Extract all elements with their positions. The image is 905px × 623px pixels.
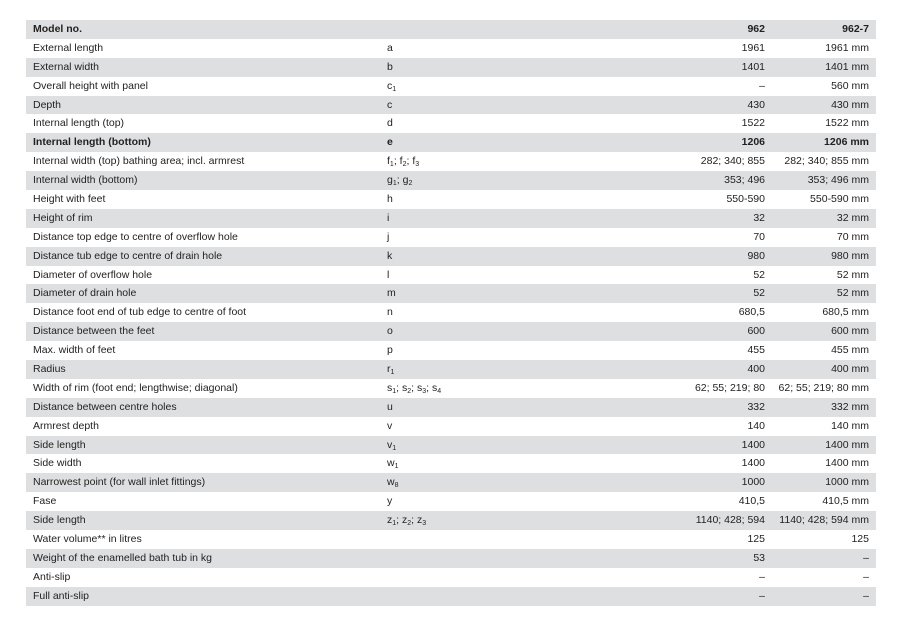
row-value-962: 600 — [747, 325, 765, 338]
row-label: Distance foot end of tub edge to centre of foot — [33, 306, 247, 319]
row-label: Radius — [33, 363, 66, 376]
row-label: Max. width of feet — [33, 344, 116, 357]
row-symbol: y — [387, 495, 393, 508]
row-symbol: l — [387, 268, 390, 281]
row-value-962: 1961 — [741, 41, 765, 54]
table-row — [26, 284, 876, 303]
row-value-962: 410,5 — [738, 495, 765, 508]
row-value-962-7: 410,5 mm — [822, 495, 869, 508]
table-row — [26, 77, 876, 96]
row-value-962-7: 1400 mm — [825, 457, 869, 470]
row-value-962-7: 1961 mm — [825, 41, 869, 54]
row-value-962: – — [759, 589, 765, 602]
row-label: Distance between the feet — [33, 325, 155, 338]
row-label: Internal width (bottom) — [33, 174, 138, 187]
table-row — [26, 96, 876, 115]
row-symbol: n — [387, 306, 393, 319]
row-value-962: 1206 — [741, 136, 765, 149]
row-value-962: 32 — [753, 211, 765, 224]
table-row — [26, 266, 876, 285]
row-symbol: k — [387, 249, 393, 262]
row-symbol: a — [387, 41, 393, 54]
row-value-962-7: – — [863, 589, 869, 602]
table-row — [26, 398, 876, 417]
row-label: Weight of the enamelled bath tub in kg — [33, 551, 213, 564]
row-symbol: $c_1$ — [387, 79, 397, 93]
spec-table — [26, 20, 876, 606]
table-row — [26, 209, 876, 228]
row-value-962-7: 1206 mm — [824, 136, 869, 149]
row-value-962: 53 — [753, 551, 765, 564]
row-label: External width — [33, 60, 99, 73]
table-row — [26, 322, 876, 341]
row-value-962-7: – — [863, 551, 869, 564]
row-symbol: b — [387, 60, 393, 73]
row-symbol — [387, 587, 587, 606]
row-symbol: m — [387, 287, 396, 300]
row-value-962: – — [759, 570, 765, 583]
table-row — [26, 492, 876, 511]
row-label: Distance top edge to centre of overflow hole — [33, 230, 238, 243]
row-value-962-7: 282; 340; 855 mm — [784, 155, 869, 168]
row-value-962: 1400 — [741, 457, 765, 470]
row-label: Internal width (top) bathing area; incl. armrest — [33, 155, 245, 168]
row-symbol: $f_1$; $f_2$; $f_3$ — [387, 155, 420, 169]
row-symbol — [387, 530, 587, 549]
row-symbol: p — [387, 344, 393, 357]
row-value-962-7: 1000 mm — [825, 476, 869, 489]
row-label: Height with feet — [33, 193, 106, 206]
row-symbol — [387, 549, 587, 568]
row-value-962-7: 52 mm — [836, 287, 869, 300]
row-value-962-7: 353; 496 mm — [807, 174, 869, 187]
table-row — [26, 568, 876, 587]
row-value-962-7: 980 mm — [831, 249, 869, 262]
row-symbol: d — [387, 117, 393, 130]
row-value-962-7: 125 — [851, 533, 869, 546]
table-row — [26, 303, 876, 322]
row-symbol — [387, 20, 587, 39]
row-symbol: o — [387, 325, 393, 338]
table-row — [26, 190, 876, 209]
table-row — [26, 379, 876, 398]
row-value-962: 353; 496 — [724, 174, 765, 187]
row-value-962: 1401 — [741, 60, 765, 73]
table-row — [26, 360, 876, 379]
row-value-962: 140 — [747, 419, 765, 432]
row-symbol: i — [387, 211, 390, 224]
table-row — [26, 530, 876, 549]
row-symbol: $w_8$ — [387, 476, 399, 490]
row-value-962: 1140; 428; 594 — [695, 514, 765, 527]
row-value-962-7: 70 mm — [836, 230, 869, 243]
row-label: Width of rim (foot end; lengthwise; diagonal) — [33, 381, 238, 394]
table-row — [26, 587, 876, 606]
row-label: External length — [33, 41, 104, 54]
table-row — [26, 511, 876, 530]
row-label: Diameter of drain hole — [33, 287, 137, 300]
row-value-962: – — [759, 79, 765, 92]
row-label: Height of rim — [33, 211, 93, 224]
row-value-962-7: 962-7 — [842, 23, 869, 35]
row-value-962: 962 — [747, 23, 765, 35]
table-row — [26, 152, 876, 171]
row-value-962-7: 560 mm — [831, 79, 869, 92]
table-row — [26, 171, 876, 190]
row-label: Fase — [33, 495, 57, 508]
row-value-962-7: – — [863, 570, 869, 583]
row-value-962-7: 600 mm — [831, 325, 869, 338]
row-value-962: 282; 340; 855 — [700, 155, 765, 168]
table-row — [26, 228, 876, 247]
table-header-row — [26, 20, 876, 39]
table-row — [26, 341, 876, 360]
row-label: Distance tub edge to centre of drain hole — [33, 249, 223, 262]
row-value-962-7: 1401 mm — [825, 60, 869, 73]
row-symbol: $g_1$; $g_2$ — [387, 174, 413, 188]
row-symbol: $z_1$; $z_2$; $z_3$ — [387, 514, 427, 528]
table-row — [26, 454, 876, 473]
row-label: Internal length (bottom) — [33, 136, 151, 149]
row-value-962-7: 332 mm — [831, 400, 869, 413]
table-row — [26, 39, 876, 58]
row-value-962-7: 430 mm — [831, 98, 869, 111]
row-label: Overall height with panel — [33, 79, 148, 92]
table-row — [26, 549, 876, 568]
row-symbol: $r_1$ — [387, 363, 395, 377]
row-label: Side length — [33, 514, 86, 527]
row-label: Narrowest point (for wall inlet fittings) — [33, 476, 206, 489]
row-value-962: 1000 — [741, 476, 765, 489]
row-value-962-7: 62; 55; 219; 80 mm — [778, 381, 869, 394]
row-value-962-7: 1522 mm — [825, 117, 869, 130]
row-value-962: 52 — [753, 287, 765, 300]
table-row — [26, 473, 876, 492]
row-value-962: 332 — [747, 400, 765, 413]
table-row — [26, 436, 876, 455]
row-symbol: h — [387, 193, 393, 206]
row-value-962: 680,5 — [738, 306, 765, 319]
row-value-962-7: 32 mm — [836, 211, 869, 224]
table-row — [26, 58, 876, 77]
row-label: Water volume** in litres — [33, 533, 142, 546]
row-value-962: 455 — [747, 344, 765, 357]
row-value-962: 70 — [753, 230, 765, 243]
row-label: Diameter of overflow hole — [33, 268, 153, 281]
row-label: Internal length (top) — [33, 117, 125, 130]
table-row — [26, 114, 876, 133]
row-symbol: $s_1$; $s_2$; $s_3$; $s_4$ — [387, 381, 442, 395]
row-label: Anti-slip — [33, 570, 71, 583]
table-row — [26, 417, 876, 436]
row-value-962: 62; 55; 219; 80 — [694, 381, 765, 394]
row-value-962-7: 1140; 428; 594 mm — [779, 514, 869, 527]
row-value-962: 400 — [747, 363, 765, 376]
row-value-962: 980 — [747, 249, 765, 262]
row-symbol: j — [387, 230, 390, 243]
row-value-962: 52 — [753, 268, 765, 281]
row-value-962-7: 52 mm — [836, 268, 869, 281]
row-label: Full anti-slip — [33, 589, 90, 602]
row-label: Model no. — [33, 23, 82, 35]
row-value-962-7: 680,5 mm — [822, 306, 869, 319]
row-value-962: 1400 — [741, 438, 765, 451]
row-value-962-7: 550-590 mm — [810, 193, 869, 206]
row-value-962: 125 — [747, 533, 765, 546]
row-value-962-7: 1400 mm — [825, 438, 869, 451]
table-row — [26, 133, 876, 152]
row-symbol: c — [387, 98, 393, 111]
row-value-962-7: 140 mm — [831, 419, 869, 432]
table-row — [26, 247, 876, 266]
row-symbol: $v_1$ — [387, 438, 397, 452]
row-symbol — [387, 568, 587, 587]
row-symbol: v — [387, 419, 393, 432]
row-symbol: u — [387, 400, 393, 413]
row-symbol: $w_1$ — [387, 457, 399, 471]
row-label: Armrest depth — [33, 419, 99, 432]
row-label: Depth — [33, 98, 62, 111]
row-value-962: 1522 — [741, 117, 765, 130]
row-value-962-7: 400 mm — [831, 363, 869, 376]
row-symbol: e — [387, 136, 393, 149]
row-label: Side width — [33, 457, 82, 470]
row-value-962-7: 455 mm — [831, 344, 869, 357]
row-value-962: 430 — [747, 98, 765, 111]
row-label: Distance between centre holes — [33, 400, 177, 413]
row-label: Side length — [33, 438, 86, 451]
row-value-962: 550-590 — [726, 193, 765, 206]
